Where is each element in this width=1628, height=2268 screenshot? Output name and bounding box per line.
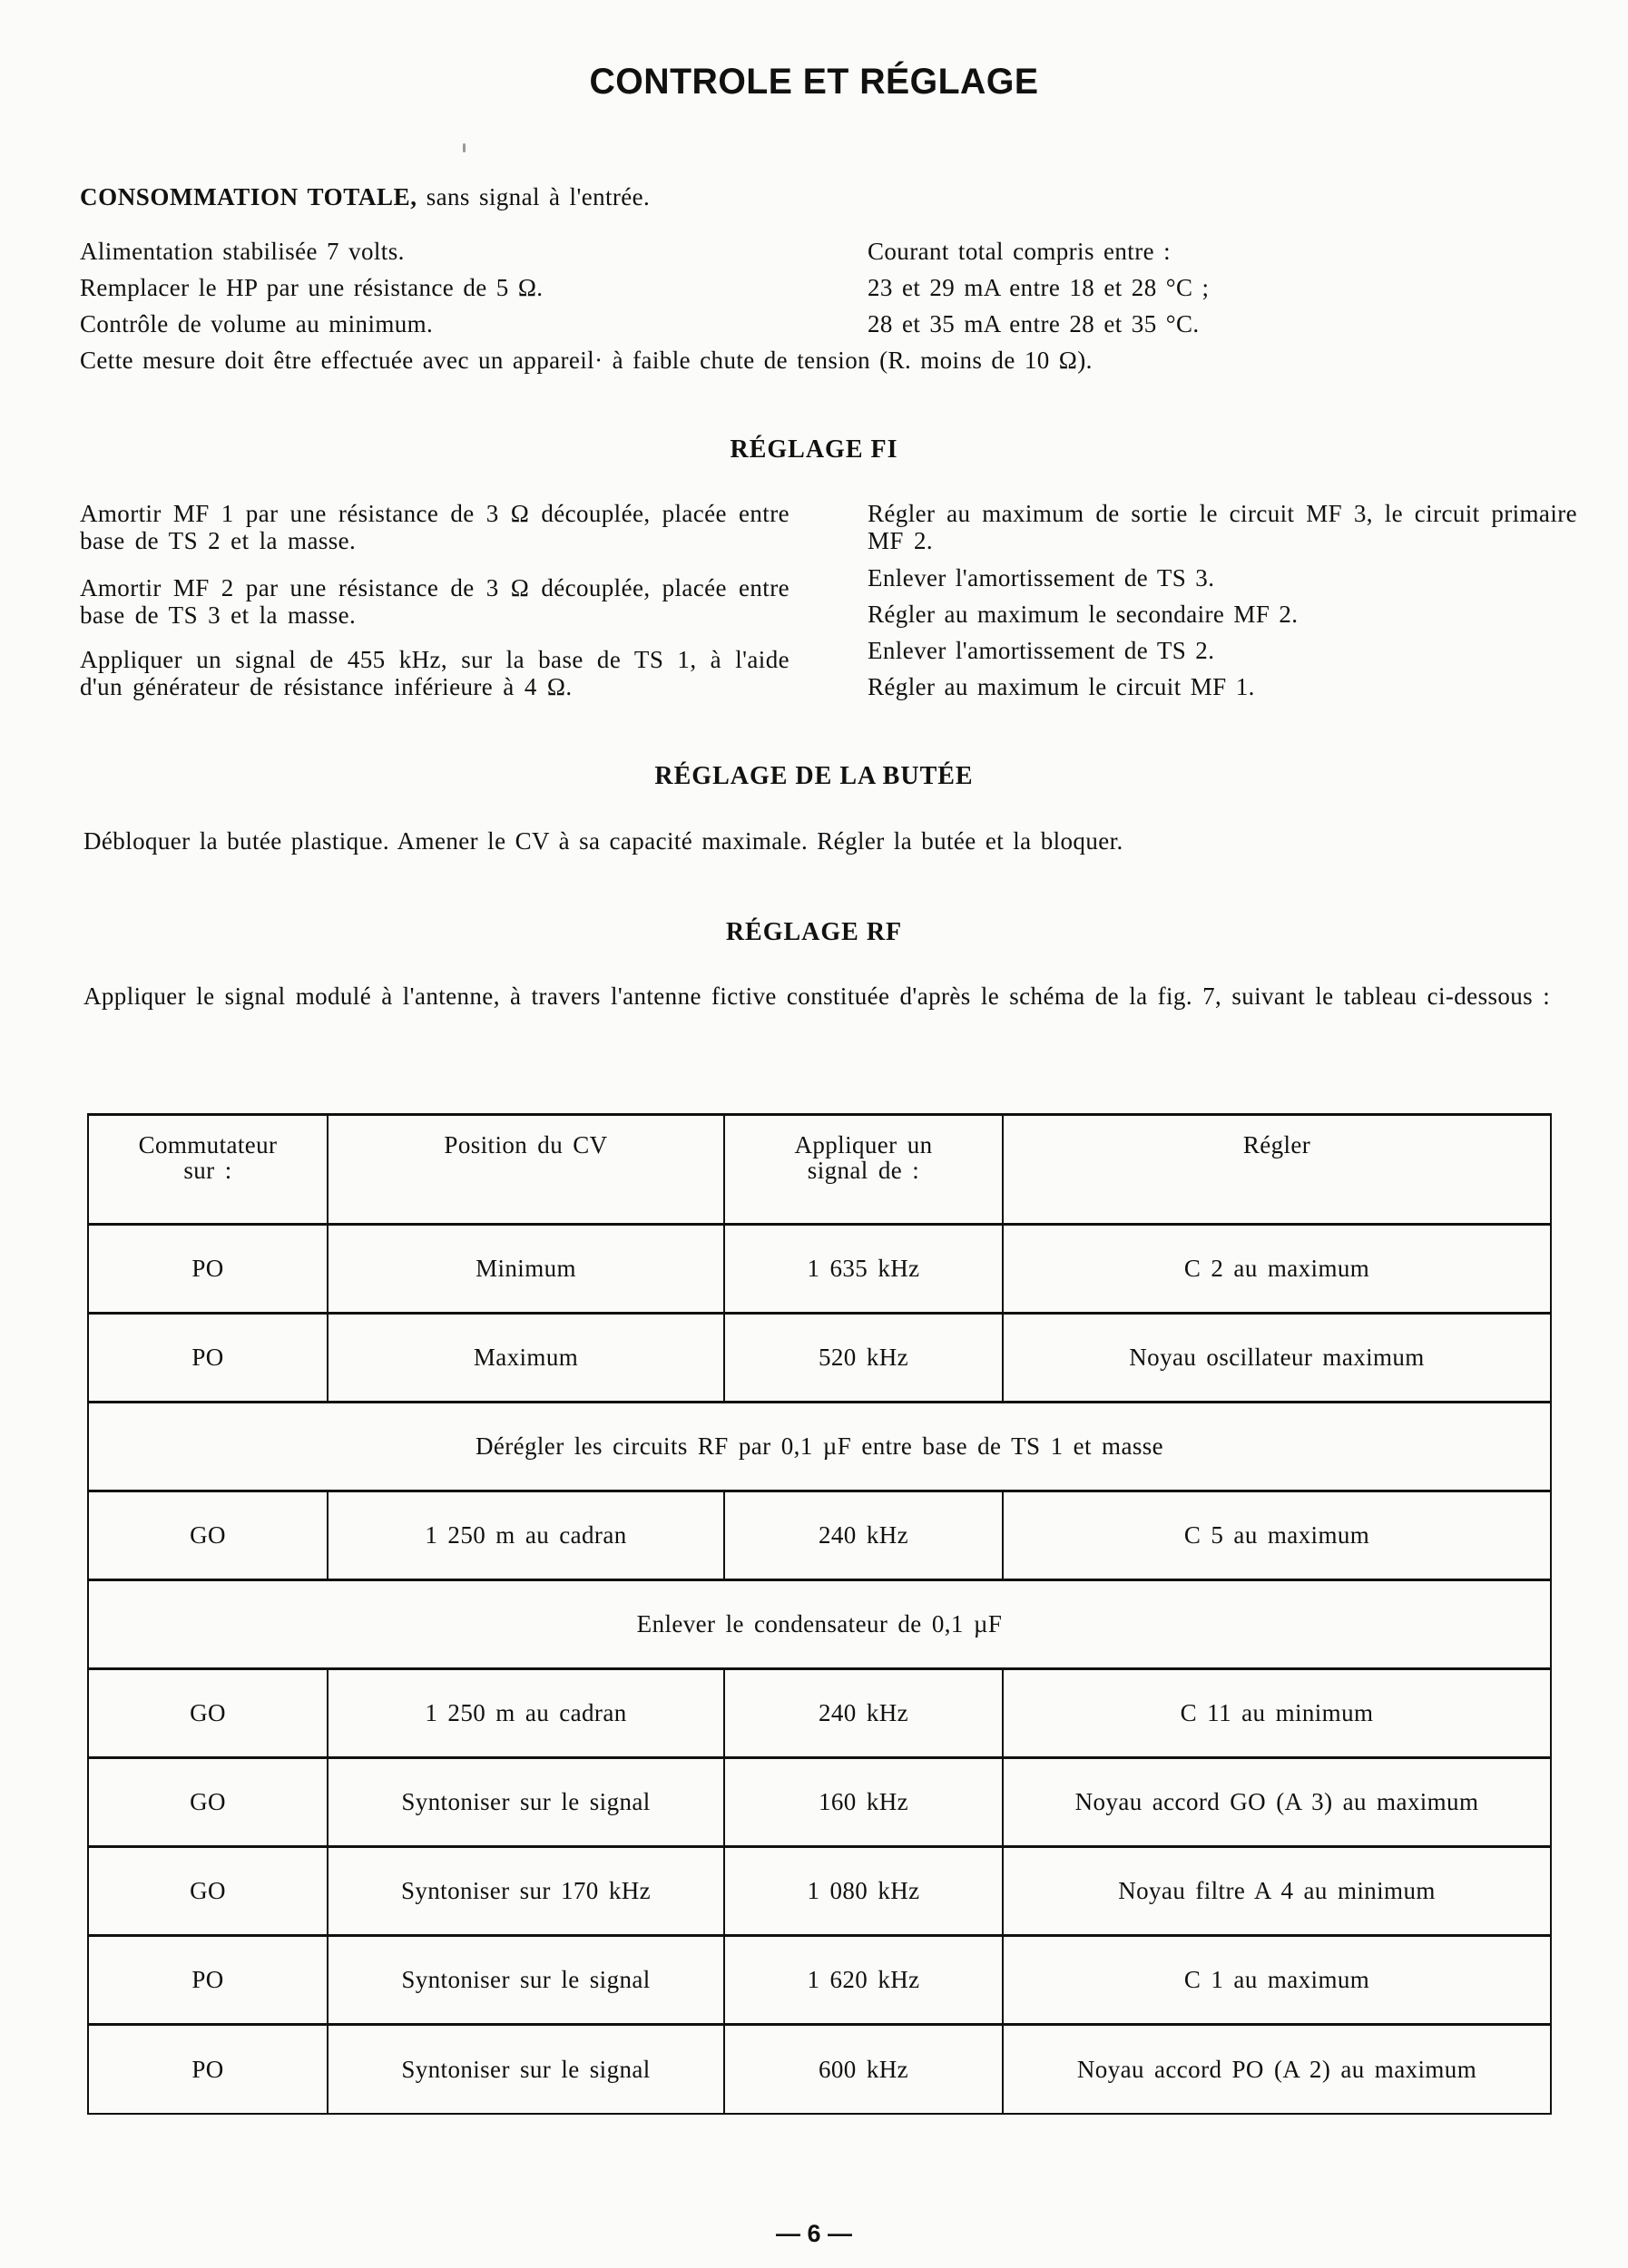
- table-row: [88, 1936, 1551, 2025]
- table-header-row: [88, 1115, 1551, 1225]
- cell-regler: C 1 au maximum: [1003, 1936, 1551, 2025]
- reglage-fi-right-paragraph-2: Enlever l'amortissement de TS 3.: [868, 564, 1215, 591]
- page-number: — 6 —: [775, 2220, 853, 2247]
- cell-position-cv: Syntoniser sur le signal: [328, 1758, 724, 1847]
- cell-commutateur: GO: [88, 1669, 328, 1758]
- table-row: [88, 1491, 1551, 1580]
- reglage-fi-left-paragraph-1: Amortir MF 1 par une résistance de 3 Ω découplée, placée entre base de TS 2 et la masse.: [80, 500, 789, 555]
- cell-commutateur: PO: [88, 1225, 328, 1314]
- scan-speck: [463, 143, 466, 152]
- cell-commutateur: GO: [88, 1491, 328, 1580]
- consommation-left-line-2: Remplacer le HP par une résistance de 5 Ω.: [80, 274, 544, 301]
- cell-regler: Noyau accord PO (A 2) au maximum: [1003, 2025, 1551, 2114]
- table-row: [88, 1758, 1551, 1847]
- cell-signal: 520 kHz: [724, 1314, 1003, 1403]
- cell-signal: 240 kHz: [724, 1669, 1003, 1758]
- cell-position-cv: Maximum: [328, 1314, 724, 1403]
- cell-note: Enlever le condensateur de 0,1 µF: [88, 1580, 1551, 1669]
- cell-regler: Noyau oscillateur maximum: [1003, 1314, 1551, 1403]
- header-line: Commutateur: [138, 1131, 278, 1158]
- rf-alignment-table: [87, 1113, 1552, 2115]
- consommation-right-line-3: 28 et 35 mA entre 28 et 35 °C.: [868, 310, 1200, 337]
- column-header-position-cv: [328, 1115, 724, 1225]
- cell-signal: 600 kHz: [724, 2025, 1003, 2114]
- reglage-fi-right-paragraph-3: Régler au maximum le secondaire MF 2.: [868, 601, 1299, 628]
- consommation-heading: [80, 183, 650, 210]
- cell-regler: Noyau accord GO (A 3) au maximum: [1003, 1758, 1551, 1847]
- cell-regler: C 11 au minimum: [1003, 1669, 1551, 1758]
- cell-position-cv: Syntoniser sur 170 kHz: [328, 1847, 724, 1936]
- reglage-fi-left-paragraph-2: Amortir MF 2 par une résistance de 3 Ω découplée, placée entre base de TS 3 et la masse.: [80, 574, 789, 630]
- reglage-fi-right-paragraph-1: Régler au maximum de sortie le circuit MF 3, le circuit primaire MF 2.: [868, 500, 1577, 555]
- cell-commutateur: PO: [88, 2025, 328, 2114]
- reglage-rf-heading: RÉGLAGE RF: [725, 918, 903, 946]
- reglage-butee-text: Débloquer la butée plastique. Amener le CV à sa capacité maximale. Régler la butée et la bloquer.: [83, 827, 1123, 855]
- header-line: sur :: [183, 1157, 232, 1185]
- reglage-fi-right-paragraph-4: Enlever l'amortissement de TS 2.: [868, 637, 1215, 664]
- cell-signal: 1 620 kHz: [724, 1936, 1003, 2025]
- table-row: [88, 1225, 1551, 1314]
- header-line: signal de :: [807, 1157, 920, 1185]
- consommation-note: Cette mesure doit être effectuée avec un appareil· à faible chute de tension (R. moins de 10 Ω).: [80, 347, 1093, 374]
- cell-position-cv: Syntoniser sur le signal: [328, 2025, 724, 2114]
- cell-commutateur: PO: [88, 1314, 328, 1403]
- table-row: [88, 2025, 1551, 2114]
- table-row: [88, 1314, 1551, 1403]
- cell-position-cv: Syntoniser sur le signal: [328, 1936, 724, 2025]
- table-row: [88, 1669, 1551, 1758]
- column-header-appliquer-signal: [724, 1115, 1003, 1225]
- header-line: Position du CV: [444, 1131, 608, 1158]
- consommation-heading-rest: sans signal à l'entrée.: [417, 183, 651, 210]
- column-header-commutateur: [88, 1115, 328, 1225]
- reglage-butee-heading: RÉGLAGE DE LA BUTÉE: [654, 762, 974, 790]
- cell-position-cv: Minimum: [328, 1225, 724, 1314]
- cell-regler: Noyau filtre A 4 au minimum: [1003, 1847, 1551, 1936]
- cell-regler: C 5 au maximum: [1003, 1491, 1551, 1580]
- consommation-right-line-2: 23 et 29 mA entre 18 et 28 °C ;: [868, 274, 1210, 301]
- column-header-regler: [1003, 1115, 1551, 1225]
- cell-note: Dérégler les circuits RF par 0,1 µF entre base de TS 1 et masse: [88, 1403, 1551, 1491]
- reglage-fi-right-paragraph-5: Régler au maximum le circuit MF 1.: [868, 673, 1255, 700]
- cell-signal: 1 080 kHz: [724, 1847, 1003, 1936]
- header-line: Régler: [1242, 1131, 1311, 1158]
- table-note-row: [88, 1403, 1551, 1491]
- cell-position-cv: 1 250 m au cadran: [328, 1669, 724, 1758]
- consommation-left-line-1: Alimentation stabilisée 7 volts.: [80, 238, 405, 265]
- cell-commutateur: GO: [88, 1847, 328, 1936]
- header-line: Appliquer un: [794, 1131, 933, 1158]
- table-note-row: [88, 1580, 1551, 1669]
- page-title: CONTROLE ET RÉGLAGE: [589, 62, 1039, 102]
- cell-commutateur: GO: [88, 1758, 328, 1847]
- consommation-heading-bold: CONSOMMATION TOTALE,: [80, 183, 417, 210]
- cell-signal: 1 635 kHz: [724, 1225, 1003, 1314]
- consommation-left-line-3: Contrôle de volume au minimum.: [80, 310, 434, 337]
- table-row: [88, 1847, 1551, 1936]
- cell-position-cv: 1 250 m au cadran: [328, 1491, 724, 1580]
- cell-regler: C 2 au maximum: [1003, 1225, 1551, 1314]
- cell-signal: 160 kHz: [724, 1758, 1003, 1847]
- cell-signal: 240 kHz: [724, 1491, 1003, 1580]
- reglage-fi-heading: RÉGLAGE FI: [730, 435, 898, 464]
- reglage-fi-left-paragraph-3: Appliquer un signal de 455 kHz, sur la base de TS 1, à l'aide d'un générateur de résistance inférieure à 4 Ω.: [80, 646, 789, 701]
- reglage-rf-intro: Appliquer le signal modulé à l'antenne, à travers l'antenne fictive constituée d'après le schéma de la fig. 7, suivant le tableau ci-dessous :: [83, 982, 1551, 1010]
- cell-commutateur: PO: [88, 1936, 328, 2025]
- consommation-right-line-1: Courant total compris entre :: [868, 238, 1172, 265]
